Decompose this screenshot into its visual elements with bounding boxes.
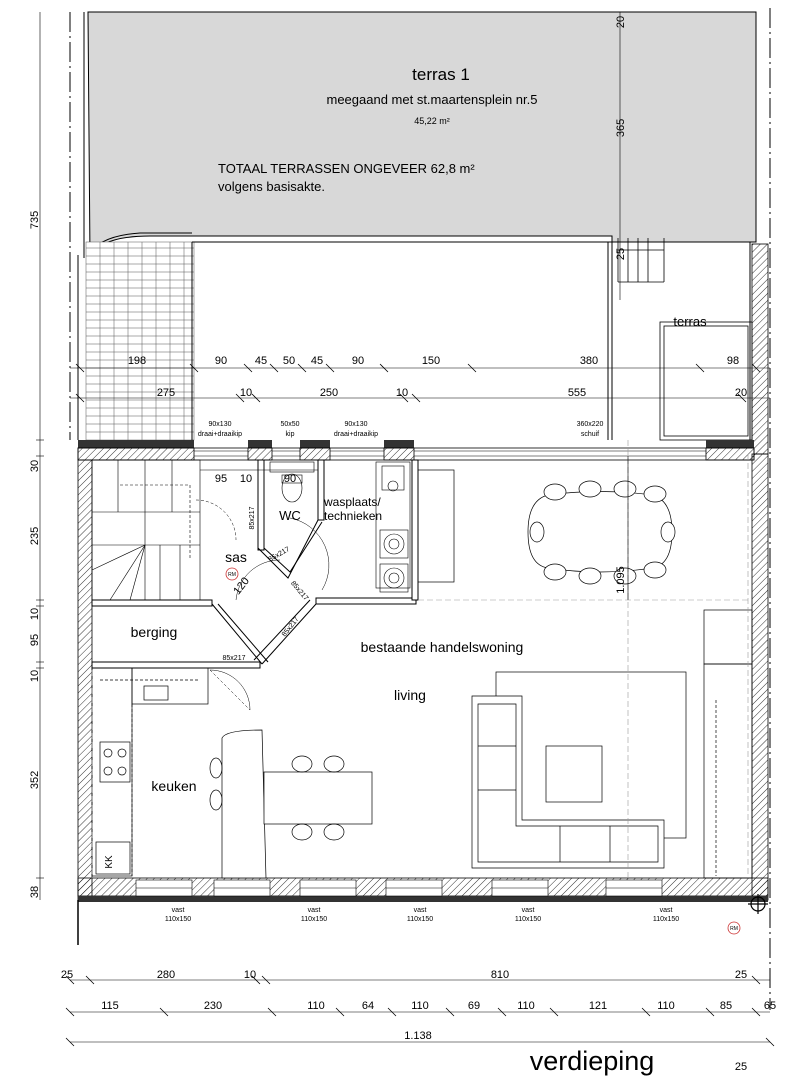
window-top-2-size: 90x130 (344, 421, 368, 428)
dim-row1-3: 50 (282, 355, 296, 367)
dim-row1-0: 198 (127, 355, 147, 367)
dim-left-95: 95 (29, 633, 41, 647)
dim-bottom-total: 1.138 (404, 1030, 432, 1042)
dim-left-735: 735 (29, 210, 41, 230)
dim-bottom2-7: 121 (588, 1000, 608, 1012)
dim-bottom-25: 25 (734, 1061, 748, 1073)
dim-left-10b: 10 (29, 669, 41, 683)
dim-left-10a: 10 (29, 607, 41, 621)
dim-row2-5: 20 (734, 387, 748, 399)
room-main-title: bestaande handelswoning (360, 639, 524, 655)
dining-table (528, 481, 675, 584)
dim-bottom1-4: 25 (734, 969, 748, 981)
dim-inner-1095: 1.095 (615, 566, 627, 594)
terrace-area: 45,22 m² (414, 116, 450, 126)
dim-bottom1-3: 810 (490, 969, 510, 981)
door-label-5: 85x217 (222, 655, 246, 662)
dim-inner-120: 120 (231, 575, 253, 598)
dim-row2-1: 10 (239, 387, 253, 399)
right-cabinet (704, 610, 752, 878)
room-berging: berging (130, 624, 178, 640)
room-living: living (394, 687, 426, 703)
terrace-total-2: volgens basisakte. (218, 179, 325, 194)
window-top-0-size: 90x130 (208, 421, 232, 428)
window-bottom-4-size: 110x150 (652, 916, 680, 923)
window-bottom-0-type: vast (171, 907, 185, 914)
dim-row1-2: 45 (254, 355, 268, 367)
terrace-side-label: terras (673, 314, 707, 329)
room-wasplaats: wasplaats/ (324, 495, 381, 509)
window-top-1-type: kip (285, 431, 295, 438)
window-top-0-type: draai+draaikip (197, 431, 243, 438)
dim-inner-10: 10 (239, 473, 253, 485)
door-label-1: 85x217 (249, 506, 256, 530)
dim-inner-90: 90 (283, 473, 297, 485)
dim-left-235: 235 (29, 526, 41, 546)
window-top-3-type: schuif (580, 431, 600, 438)
dim-bottom1-2: 10 (243, 969, 257, 981)
dim-left-30: 30 (29, 459, 41, 473)
rm-label-2: RM (730, 926, 738, 932)
dim-terrace-20: 20 (615, 15, 627, 29)
window-top-1-size: 50x50 (280, 421, 300, 428)
dim-row1-7: 380 (579, 355, 599, 367)
dim-row2-0: 275 (156, 387, 176, 399)
door-label-4: 85x217 (280, 615, 301, 639)
laundry-fixtures (376, 462, 410, 592)
room-kk: KK (104, 855, 115, 869)
dim-row2-2: 250 (319, 387, 339, 399)
window-bottom-1-size: 110x150 (300, 916, 328, 923)
terrace-subtitle: meegaand met st.maartensplein nr.5 (326, 92, 538, 107)
dim-bottom2-5: 69 (467, 1000, 481, 1012)
door-label-3: 85x217 (289, 579, 310, 603)
dim-row1-5: 90 (351, 355, 365, 367)
dim-bottom2-3: 64 (361, 1000, 375, 1012)
paver-area (86, 242, 194, 440)
dim-bottom2-0: 115 (101, 1000, 119, 1012)
dim-bottom2-10: 65 (763, 1000, 777, 1012)
floor-label: verdieping (529, 1046, 655, 1076)
rm-label-1: RM (228, 572, 236, 578)
window-bottom-0-size: 110x150 (164, 916, 192, 923)
terrace-top (84, 12, 756, 261)
room-sas: sas (225, 549, 247, 565)
dim-row2-4: 555 (567, 387, 587, 399)
dim-terrace-365: 365 (615, 118, 627, 138)
dim-bottom1-0: 25 (60, 969, 74, 981)
dim-bottom2-2: 110 (307, 1000, 325, 1012)
dim-left-38: 38 (29, 885, 41, 899)
dim-terrace-25: 25 (615, 247, 627, 261)
room-technieken: technieken (324, 509, 383, 523)
terrace-total-1: TOTAAL TERRASSEN ONGEVEER 62,8 m² (218, 161, 475, 176)
dim-row1-4: 45 (310, 355, 324, 367)
dim-inner-95: 95 (214, 473, 228, 485)
terrace-side (618, 238, 752, 440)
right-wall-hatch (752, 244, 768, 454)
dim-row1-8: 98 (726, 355, 740, 367)
dim-left-352: 352 (29, 770, 41, 790)
dim-bottom2-1: 230 (203, 1000, 223, 1012)
dim-bottom2-4: 110 (411, 1000, 429, 1012)
dim-row1-1: 90 (214, 355, 228, 367)
dim-bottom1-1: 280 (156, 969, 176, 981)
dim-row1-6: 150 (421, 355, 441, 367)
kitchen-fixtures (92, 668, 372, 878)
window-bottom-3-size: 110x150 (514, 916, 542, 923)
window-bottom-4-type: vast (659, 907, 673, 914)
window-top-3-size: 360x220 (576, 421, 604, 428)
room-wc: WC (279, 508, 301, 523)
living-sofa (472, 672, 686, 868)
dim-bottom2-8: 110 (657, 1000, 675, 1012)
sideboard (418, 470, 454, 582)
room-keuken: keuken (151, 778, 197, 794)
dim-bottom2-9: 85 (719, 1000, 733, 1012)
stairs (92, 460, 200, 600)
window-bottom-3-type: vast (521, 907, 535, 914)
terrace-title: terras 1 (412, 65, 470, 84)
window-bottom-1-type: vast (307, 907, 321, 914)
window-bottom-2-size: 110x150 (406, 916, 434, 923)
door-label-2: 85x217 (267, 545, 291, 564)
dim-bottom2-6: 110 (517, 1000, 535, 1012)
window-bottom-2-type: vast (413, 907, 427, 914)
window-top-2-type: draai+draaikip (333, 431, 379, 438)
dim-row2-3: 10 (395, 387, 409, 399)
